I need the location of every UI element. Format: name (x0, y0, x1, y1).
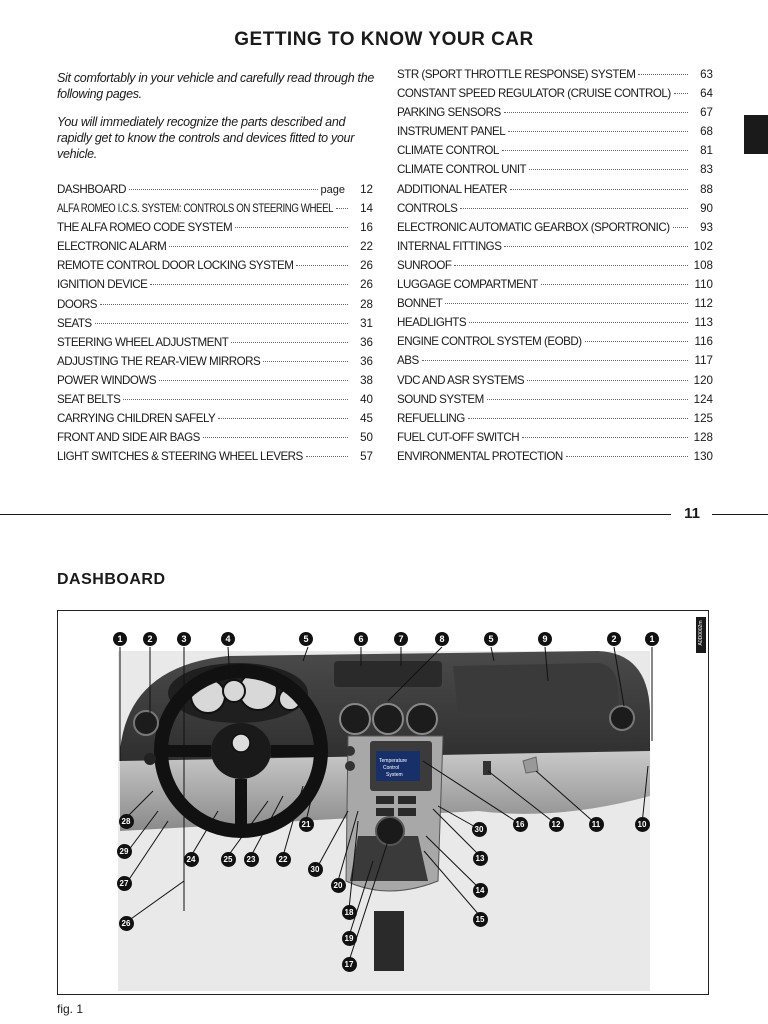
screen-text-line-1: Temperature (379, 758, 408, 764)
callout-number: 11 (589, 817, 604, 832)
leader-dots (95, 323, 348, 324)
contents-entry-title: STEERING WHEEL ADJUSTMENT (57, 335, 229, 349)
contents-entry-page: 31 (360, 316, 373, 330)
leader-dots (123, 399, 348, 400)
contents-entry-title: FUEL CUT-OFF SWITCH (397, 430, 520, 444)
contents-entry (397, 87, 713, 106)
callout-number: 17 (342, 957, 357, 972)
center-vent-right (407, 704, 437, 734)
center-vent-middle (373, 704, 403, 734)
leader-dots (510, 189, 688, 190)
leader-dots (502, 150, 688, 151)
alfa-badge-icon (232, 734, 250, 752)
contents-entry (397, 278, 713, 297)
contents-entry-page: 125 (693, 411, 713, 425)
contents-entry-title: CLIMATE CONTROL UNIT (397, 163, 527, 177)
figure-caption: fig. 1 (57, 1002, 84, 1016)
contents-entry (57, 278, 373, 297)
leader-dots (468, 418, 688, 419)
contents-entry-title: POWER WINDOWS (57, 373, 157, 387)
center-top-display (334, 661, 442, 687)
contents-entry-page: 26 (360, 259, 373, 273)
contents-entry-title: CONSTANT SPEED REGULATOR (CRUISE CONTROL) (397, 87, 671, 101)
contents-entry-page: 26 (360, 278, 373, 292)
contents-entry-title: REMOTE CONTROL DOOR LOCKING SYSTEM (57, 259, 294, 273)
contents-entry (397, 183, 713, 202)
contents-entry (397, 450, 713, 469)
contents-entry-page: 64 (700, 87, 713, 101)
contents-entry (397, 297, 713, 316)
callout-number: 29 (117, 844, 132, 859)
intro-paragraph-2: You will immediately recognize the parts described and rapidly get to know the controls and devices fitted to your vehicle. (57, 115, 355, 161)
callout-number: 15 (473, 912, 488, 927)
contents-entry (397, 412, 713, 431)
contents-entry-title: BONNET (397, 297, 443, 311)
contents-entry-page: 102 (693, 239, 713, 253)
contents-entry-title: SUNROOF (397, 258, 452, 272)
leader-dots (296, 265, 348, 266)
intro-text (57, 70, 375, 174)
leader-dots (508, 131, 688, 132)
contents-entry (397, 144, 713, 163)
contents-entry-page: 130 (693, 449, 713, 463)
contents-entry-title: ELECTRONIC AUTOMATIC GEARBOX (SPORTRONIC) (397, 220, 670, 234)
contents-entry-title: FRONT AND SIDE AIR BAGS (57, 431, 200, 445)
leader-dots (454, 265, 688, 266)
leader-dots (129, 189, 318, 190)
leader-dots (445, 303, 688, 304)
divider-rule-right (712, 514, 768, 515)
leader-dots (169, 246, 348, 247)
callout-number: 2 (607, 632, 621, 646)
callout-number: 7 (394, 632, 408, 646)
leader-dots (422, 360, 688, 361)
leader-dots (674, 93, 688, 94)
left-side-vent (134, 711, 158, 735)
contents-entry-page: 63 (700, 68, 713, 81)
contents-list-right (397, 68, 713, 469)
callout-number: 19 (342, 931, 357, 946)
contents-entry (57, 431, 373, 450)
leader-dots (673, 227, 688, 228)
contents-entry-title: INSTRUMENT PANEL (397, 125, 506, 139)
contents-entry-page: 110 (694, 278, 713, 292)
leader-dots (638, 74, 688, 75)
contents-entry-page: 50 (360, 431, 373, 445)
contents-list-left (57, 183, 373, 469)
page-word: page (320, 184, 345, 196)
leader-dots (566, 456, 688, 457)
callout-number: 22 (276, 852, 291, 867)
callout-number: 25 (221, 852, 236, 867)
contents-entry-title: LUGGAGE COMPARTMENT (397, 278, 538, 292)
leader-dots (487, 399, 688, 400)
callout-number: 21 (299, 817, 314, 832)
contents-entry-page: 16 (360, 221, 373, 235)
contents-entry-page: 67 (700, 106, 713, 120)
callout-number: 3 (177, 632, 191, 646)
contents-entry-title: ELECTRONIC ALARM (57, 240, 167, 254)
callout-number: 26 (119, 916, 134, 931)
callout-number: 8 (435, 632, 449, 646)
callout-number: 1 (113, 632, 127, 646)
contents-entry-page: 116 (694, 335, 713, 349)
callout-number: 20 (331, 878, 346, 893)
contents-entry-title: INTERNAL FITTINGS (397, 239, 502, 253)
contents-entry-page: 113 (694, 316, 713, 330)
leader-dots (150, 284, 348, 285)
contents-entry-title: ALFA ROMEO I.C.S. SYSTEM: CONTROLS ON STEERING WHEEL (57, 202, 334, 216)
leader-dots (203, 437, 348, 438)
contents-entry-page: 112 (694, 297, 713, 311)
contents-entry (397, 354, 713, 373)
contents-entry (57, 317, 373, 336)
contents-entry (57, 374, 373, 393)
contents-entry-title: DASHBOARD (57, 183, 126, 196)
contents-entry (57, 298, 373, 317)
contents-entry (397, 316, 713, 335)
contents-entry (397, 259, 713, 278)
contents-entry-title: CARRYING CHILDREN SAFELY (57, 412, 216, 426)
leader-dots (231, 342, 348, 343)
center-vent-left (340, 704, 370, 734)
callout-number: 16 (513, 817, 528, 832)
section-title: DASHBOARD (57, 571, 166, 588)
fuel-gauge-dial (223, 680, 245, 702)
callout-number: 18 (342, 905, 357, 920)
contents-entry-page: 90 (700, 201, 713, 215)
contents-entry (57, 336, 373, 355)
contents-entry (57, 240, 373, 259)
contents-entry-title: ENVIRONMENTAL PROTECTION (397, 449, 563, 463)
callout-number: 14 (473, 883, 488, 898)
contents-entry (397, 202, 713, 221)
contents-entry-title: SOUND SYSTEM (397, 392, 484, 406)
intro-paragraph-1: Sit comfortably in your vehicle and carefully read through the following pages. (57, 71, 374, 101)
contents-entry-title: DOORS (57, 297, 98, 311)
section-tab-marker (744, 115, 768, 154)
contents-entry-page: 14 (360, 202, 373, 216)
leader-dots (529, 169, 688, 170)
hazard-button (345, 746, 355, 756)
page-title: GETTING TO KNOW YOUR CAR (234, 29, 534, 50)
callout-number: 10 (635, 817, 650, 832)
contents-entry-title: SEAT BELTS (57, 393, 121, 407)
callout-number: 2 (143, 632, 157, 646)
contents-entry-page: 22 (360, 240, 373, 254)
page-number: 11 (684, 505, 700, 522)
contents-entry-page: 108 (693, 258, 713, 272)
console-storage (374, 911, 404, 971)
contents-entry-title: SEATS (57, 316, 92, 330)
dashboard-figure (57, 610, 709, 995)
contents-entry-title: STR (SPORT THROTTLE RESPONSE) SYSTEM (397, 68, 636, 81)
contents-entry (397, 125, 713, 144)
callout-number: 13 (473, 851, 488, 866)
contents-entry (397, 335, 713, 354)
contents-entry-title: LIGHT SWITCHES & STEERING WHEEL LEVERS (57, 450, 303, 464)
callout-number: 24 (184, 852, 199, 867)
contents-entry (57, 221, 373, 240)
gear-knob (376, 817, 404, 845)
leader-dots (306, 456, 348, 457)
divider-rule (0, 514, 671, 515)
contents-entry-page: 117 (694, 354, 713, 368)
contents-entry-page: 68 (700, 125, 713, 139)
callout-number: 27 (117, 876, 132, 891)
contents-entry (397, 106, 713, 125)
contents-entry-title: CONTROLS (397, 201, 458, 215)
leader-dots (527, 380, 688, 381)
contents-entry-title: ENGINE CONTROL SYSTEM (EOBD) (397, 335, 582, 349)
leader-dots (336, 208, 348, 209)
contents-entry (57, 393, 373, 412)
contents-entry (397, 163, 713, 182)
leader-dots (218, 418, 348, 419)
light-switch-knob (144, 753, 156, 765)
contents-entry-title: ADJUSTING THE REAR-VIEW MIRRORS (57, 354, 261, 368)
leader-dots (235, 227, 348, 228)
leader-dots (504, 112, 688, 113)
contents-entry-page: 124 (693, 392, 713, 406)
contents-entry-title: ABS (397, 354, 419, 368)
contents-entry-page: 12 (360, 183, 373, 196)
contents-entry-page: 88 (700, 182, 713, 196)
screen-text-line-3: System (386, 772, 403, 778)
leader-dots (100, 304, 348, 305)
contents-entry (57, 259, 373, 278)
contents-entry-page: 36 (360, 354, 373, 368)
contents-entry-page: 38 (360, 373, 373, 387)
dashboard-illustration (58, 611, 709, 995)
contents-entry (397, 221, 713, 240)
leader-dots (585, 341, 688, 342)
contents-entry (397, 374, 713, 393)
contents-entry (397, 431, 713, 450)
callout-number: 12 (549, 817, 564, 832)
contents-entry-title: THE ALFA ROMEO CODE SYSTEM (57, 221, 233, 235)
contents-entry-page: 83 (700, 163, 713, 177)
passenger-airbag-panel (453, 663, 618, 713)
contents-entry-title: ADDITIONAL HEATER (397, 182, 508, 196)
leader-dots (263, 361, 348, 362)
leader-dots (541, 284, 688, 285)
leader-dots (159, 380, 348, 381)
contents-entry-page: 128 (693, 430, 713, 444)
contents-entry (397, 68, 713, 87)
right-side-vent (610, 706, 634, 730)
contents-entry (57, 202, 373, 221)
contents-entry (57, 412, 373, 431)
callout-number: 6 (354, 632, 368, 646)
callout-number: 9 (538, 632, 552, 646)
contents-entry-title: REFUELLING (397, 411, 465, 425)
screen-text-line-2: Control (383, 765, 400, 771)
contents-entry-page: 81 (700, 144, 713, 158)
leader-dots (469, 322, 688, 323)
contents-entry-title: IGNITION DEVICE (57, 278, 148, 292)
contents-entry-page: 28 (360, 297, 373, 311)
contents-entry-title: VDC AND ASR SYSTEMS (397, 373, 525, 387)
contents-entry-page: 57 (360, 450, 373, 464)
callout-number: 28 (119, 814, 134, 829)
contents-entry-page: 120 (693, 373, 713, 387)
contents-entry-title: HEADLIGHTS (397, 316, 467, 330)
contents-entry-title: PARKING SENSORS (397, 106, 501, 120)
callout-number: 23 (244, 852, 259, 867)
contents-entry-page: 45 (360, 412, 373, 426)
callout-number: 4 (221, 632, 235, 646)
leader-dots (522, 437, 688, 438)
contents-entry (397, 393, 713, 412)
contents-entry (397, 240, 713, 259)
callout-number: 30 (308, 862, 323, 877)
callout-number: 1 (645, 632, 659, 646)
contents-entry-page: 36 (360, 335, 373, 349)
contents-entry (57, 355, 373, 374)
contents-entry-title: CLIMATE CONTROL (397, 144, 499, 158)
contents-entry-page: 93 (700, 220, 713, 234)
contents-entry-page: 40 (360, 393, 373, 407)
callout-number: 5 (299, 632, 313, 646)
callout-number: 5 (484, 632, 498, 646)
callout-number: 30 (472, 822, 487, 837)
leader-dots (504, 246, 688, 247)
contents-entry (57, 450, 373, 469)
figure-code-label: A0D0002m (696, 617, 706, 653)
leader-dots (460, 208, 688, 209)
contents-entry (57, 183, 373, 202)
